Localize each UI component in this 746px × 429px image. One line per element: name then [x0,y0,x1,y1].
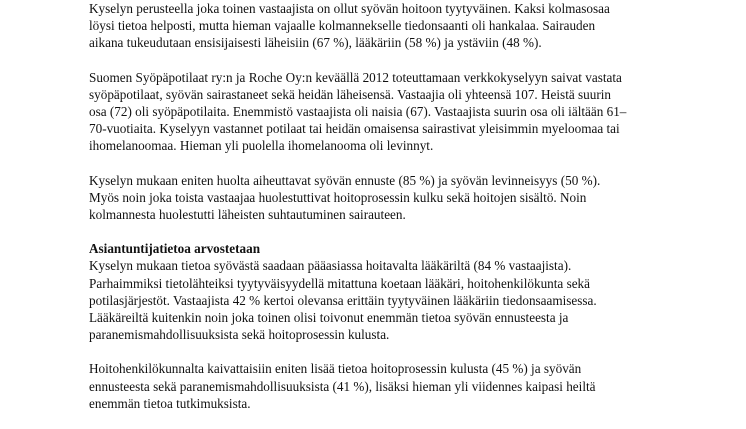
text-line: ihomelanoomaa. Hieman yli puolella ihomelanooma oli levinnyt. [89,138,434,154]
text-line: paranemismahdollisuuksista sekä hoitoprosessin kulusta. [89,327,390,343]
text-line: Hoitohenkilökunnalta kaivattaisiin eniten lisää tietoa hoitoprosessin kulusta (45 %) ja syövän [89,361,582,377]
paragraph-nursing-staff [89,360,725,412]
text-line: Kyselyn mukaan eniten huolta aiheuttavat syövän ennuste (85 %) ja syövän levinneisyys (50 %). [89,172,601,188]
text-line: Parhaimmiksi tietolähteiksi tyytyväisyydellä mitattuna koetaan lääkäri, hoitohenkilökunta sekä [89,275,591,291]
document-body [89,0,725,429]
text-line: Lääkäreiltä kuitenkin noin joka toinen olisi toivonut enemmän tietoa syövän ennusteesta ja [89,310,569,326]
text-line: kolmannesta huolestutti läheisten suhtautuminen sairauteen. [89,207,406,223]
text-line: aikana tukeudutaan ensisijaisesti läheisiin (67 %), lääkäriin (58 %) ja ystäviin (48 %). [89,35,542,51]
text-line: Myös noin joka toista vastaajaa huolestuttivat hoitoprosessin kulku sekä hoitojen sisältö. Noin [89,189,587,205]
text-line: löysi tietoa helposti, mutta hieman vajaalle kolmannekselle tiedonsaanti oli hankalaa. Sairauden [89,18,596,34]
text-line: Suomen Syöpäpotilaat ry:n ja Roche Oy:n keväällä 2012 toteuttamaan verkkokyselyyn saivat vastata [89,69,622,85]
text-line: osa (72) oli syöpäpotilaita. Enemmistö vastaajista oli naisia (67). Vastaajista suurin osa oli iältään 61– [89,104,627,120]
text-line: syöpäpotilaat, syövän sairastaneet sekä heidän läheisensä. Vastaajia oli yhteensä 107. Heistä suurin [89,86,611,102]
text-line: Kyselyn perusteella joka toinen vastaajista on ollut syövän hoitoon tyytyväinen. Kaksi kolmasosaa [89,1,610,16]
text-line: 70-vuotiaita. Kyselyyn vastannet potilaat tai heidän omaisensa sairastivat yleisimmin myeloomaa tai [89,121,620,137]
paragraph-survey-background [89,69,725,155]
text-line: ennusteesta sekä paranemismahdollisuuksista (41 %), lisäksi hieman yli viidennes kaipasi heiltä [89,378,596,394]
paragraph-concerns [89,172,725,224]
paragraph-summary [89,0,725,52]
section-heading: Asiantuntijatietoa arvostetaan [89,241,261,257]
text-line: enemmän tietoa tutkimuksista. [89,395,251,411]
text-line: potilasjärjestöt. Vastaajista 42 % kertoi olevansa erittäin tyytyväinen lääkäriin tiedonsaamisessa. [89,292,597,308]
paragraph-information-sources [89,257,725,343]
text-line: Kyselyn mukaan tietoa syövästä saadaan pääasiassa hoitavalta lääkäriltä (84 % vastaajista). [89,258,572,274]
